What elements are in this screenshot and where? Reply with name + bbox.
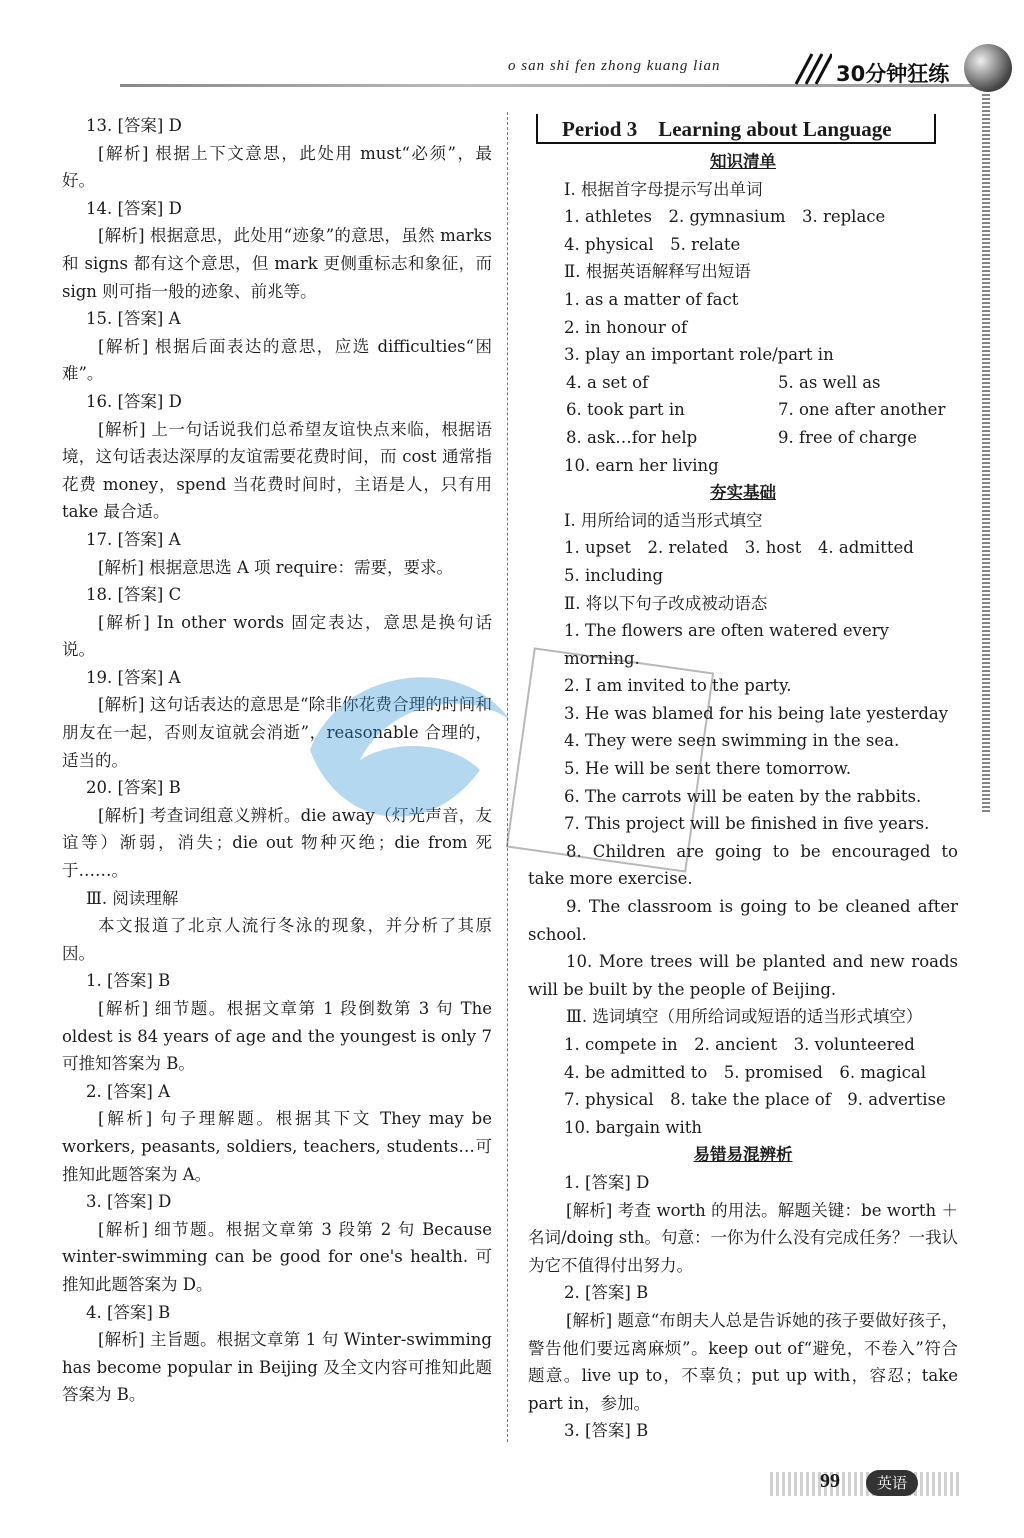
header-slash-icon	[786, 52, 832, 86]
answer-row: 1. compete in 2. ancient 3. volunteered	[564, 1035, 915, 1054]
sub-heading: Ⅰ. 用所给词的适当形式填空	[564, 510, 763, 530]
answer-row: 5. He will be sent there tomorrow.	[564, 759, 852, 779]
corner-ball-decoration	[964, 44, 1012, 92]
answer-row: 3. play an important role/part in	[564, 345, 834, 365]
left-column	[62, 112, 492, 1409]
answer-line: 4. [答案] B	[86, 1302, 171, 1322]
explanation: [解析] 这句话表达的意思是“除非你花费合理的时间和朋友在一起，否则友谊就会消逝”，reasonable 合理的，适当的。	[62, 695, 492, 770]
answer-item: 6. took part in	[566, 400, 685, 420]
explanation: [解析] 考查 worth 的用法。解题关键：be worth ＋名词/doing sth。句意：一你为什么没有完成任务？一我认为它不值得付出努力。	[528, 1200, 958, 1275]
answer-pair	[528, 396, 958, 424]
explanation: [解析] 主旨题。根据文章第 1 句 Winter-swimming has become popular in Beijing 及全文内容可推知此题答案为 B。	[62, 1330, 492, 1405]
answer-line: 18. [答案] C	[86, 585, 182, 605]
explanation: [解析] 考查词组意义辨析。die away（灯光声音，友谊等）渐弱，消失；die out 物种灭绝；die from 死于……。	[62, 805, 492, 881]
explanation: [解析] 根据意思，此处用“迹象”的意思，虽然 marks 和 signs 都有这个意思，但 mark 更侧重标志和象征，而 sign 则可指一般的迹象、前兆等。	[62, 226, 492, 301]
answer-line: 1. [答案] D	[564, 1172, 650, 1192]
page-footer	[770, 1466, 960, 1502]
answer-row: 1. The flowers are often watered every morning.	[564, 621, 889, 668]
answer-row: 5. including	[564, 565, 664, 585]
answer-row: 4. be admitted to 5. promised 6. magical	[564, 1062, 927, 1082]
sub-heading: Ⅰ. 根据首字母提示写出单词	[564, 179, 763, 199]
section-title: 易错易混辨析	[693, 1145, 793, 1165]
answer-row: 2. I am invited to the party.	[564, 676, 792, 696]
answer-line: 19. [答案] A	[86, 667, 181, 687]
subject-badge: 英语	[866, 1470, 918, 1496]
answer-row: 6. The carrots will be eaten by the rabbits.	[564, 786, 922, 806]
answer-line: 14. [答案] D	[86, 198, 182, 218]
answer-item: 4. a set of	[566, 372, 649, 392]
answer-line: 20. [答案] B	[86, 778, 181, 798]
explanation: [解析] 根据上下文意思，此处用 must“必须”，最好。	[62, 143, 492, 191]
header-brand: 30分钟狂练	[836, 62, 950, 86]
answer-row: 3. He was blamed for his being late yesterday	[564, 703, 949, 723]
explanation: [解析] 上一句话说我们总希望友谊快点来临，根据语境，这句话表达深厚的友谊需要花费时间，而 cost 通常指花费 money，spend 当花费时间时，主语是人，只有用 take 最合适。	[62, 419, 492, 522]
answer-row: 9. The classroom is going to be cleaned after school.	[528, 897, 958, 944]
answer-item: 7. one after another	[778, 400, 946, 420]
explanation: [解析] In other words 固定表达，意思是换句话说。	[62, 612, 492, 660]
page-number: 99	[820, 1470, 840, 1492]
answer-row: 1. as a matter of fact	[564, 289, 739, 309]
period-title-box	[536, 114, 936, 144]
answer-line: 1. [答案] B	[86, 971, 171, 991]
answer-row: 10. More trees will be planted and new roads will be built by the people of Beijing.	[528, 952, 958, 999]
explanation: [解析] 根据后面表达的意思，应选 difficulties“困难”。	[62, 336, 492, 384]
answer-row: 10. earn her living	[564, 455, 719, 475]
period-title: Period 3 Learning about Language	[562, 117, 892, 141]
answer-item: 8. ask…for help	[566, 427, 698, 447]
answer-line: 3. [答案] D	[86, 1192, 172, 1212]
answer-row: 1. athletes 2. gymnasium 3. replace	[564, 207, 886, 227]
answer-line: 2. [答案] B	[564, 1283, 649, 1303]
section-title: 夯实基础	[710, 483, 776, 503]
answer-line: 2. [答案] A	[86, 1081, 171, 1101]
section-title: 知识清单	[710, 152, 776, 171]
section-heading: Ⅲ. 阅读理解	[86, 888, 179, 908]
answer-line: 17. [答案] A	[86, 529, 181, 549]
explanation: [解析] 句子理解题。根据其下文 They may be workers, peasants, soldiers, teachers, students…可推知此题答案为 A。	[62, 1109, 492, 1184]
answer-row: 8. Children are going to be encouraged to take more exercise.	[528, 841, 958, 889]
answer-row: 1. upset 2. related 3. host 4. admitted	[564, 538, 914, 558]
answer-line: 3. [答案] B	[564, 1421, 649, 1441]
answer-pair	[528, 424, 958, 452]
page-header	[0, 0, 1024, 110]
answer-line: 13. [答案] D	[86, 116, 182, 135]
answer-pair	[528, 369, 958, 397]
sub-heading: Ⅱ. 根据英语解释写出短语	[564, 262, 751, 282]
header-pinyin: o san shi fen zhong kuang lian	[508, 58, 721, 74]
footer-band	[770, 1472, 960, 1496]
answer-row: 7. This project will be finished in five years.	[564, 814, 930, 834]
explanation: [解析] 题意“布朗夫人总是告诉她的孩子要做好孩子，警告他们要远离麻烦”。keep out of“避免，不卷入”符合题意。live up to，不辜负；put up with，容忍；take part in，参加。	[528, 1310, 958, 1413]
passage-summary: 本文报道了北京人流行冬泳的现象，并分析了其原因。	[62, 916, 492, 963]
answer-row: 7. physical 8. take the place of 9. advertise	[564, 1090, 946, 1110]
answer-row: 4. physical 5. relate	[564, 234, 741, 254]
sub-heading: Ⅱ. 将以下句子改成被动语态	[564, 593, 768, 613]
answer-row: 4. They were seen swimming in the sea.	[564, 731, 900, 751]
right-edge-decoration	[982, 94, 990, 814]
explanation: [解析] 根据意思选 A 项 require：需要，要求。	[98, 557, 454, 577]
answer-line: 15. [答案] A	[86, 309, 181, 329]
answer-item: 5. as well as	[778, 372, 881, 392]
answer-row: 2. in honour of	[564, 317, 688, 337]
sub-heading: Ⅲ. 选词填空（用所给词或短语的适当形式填空）	[566, 1007, 923, 1027]
explanation: [解析] 细节题。根据文章第 3 段第 2 句 Because winter-swimming can be good for one's health. 可推知此题答案为 D。	[62, 1219, 492, 1294]
answer-row: 10. bargain with	[564, 1117, 702, 1137]
answer-line: 16. [答案] D	[86, 391, 182, 411]
answer-item: 9. free of charge	[778, 427, 917, 447]
explanation: [解析] 细节题。根据文章第 1 段倒数第 3 句 The oldest is 84 years of age and the youngest is only 7 可推知答案为 B。	[62, 999, 492, 1074]
right-column	[528, 112, 958, 1445]
column-divider	[507, 112, 508, 1442]
